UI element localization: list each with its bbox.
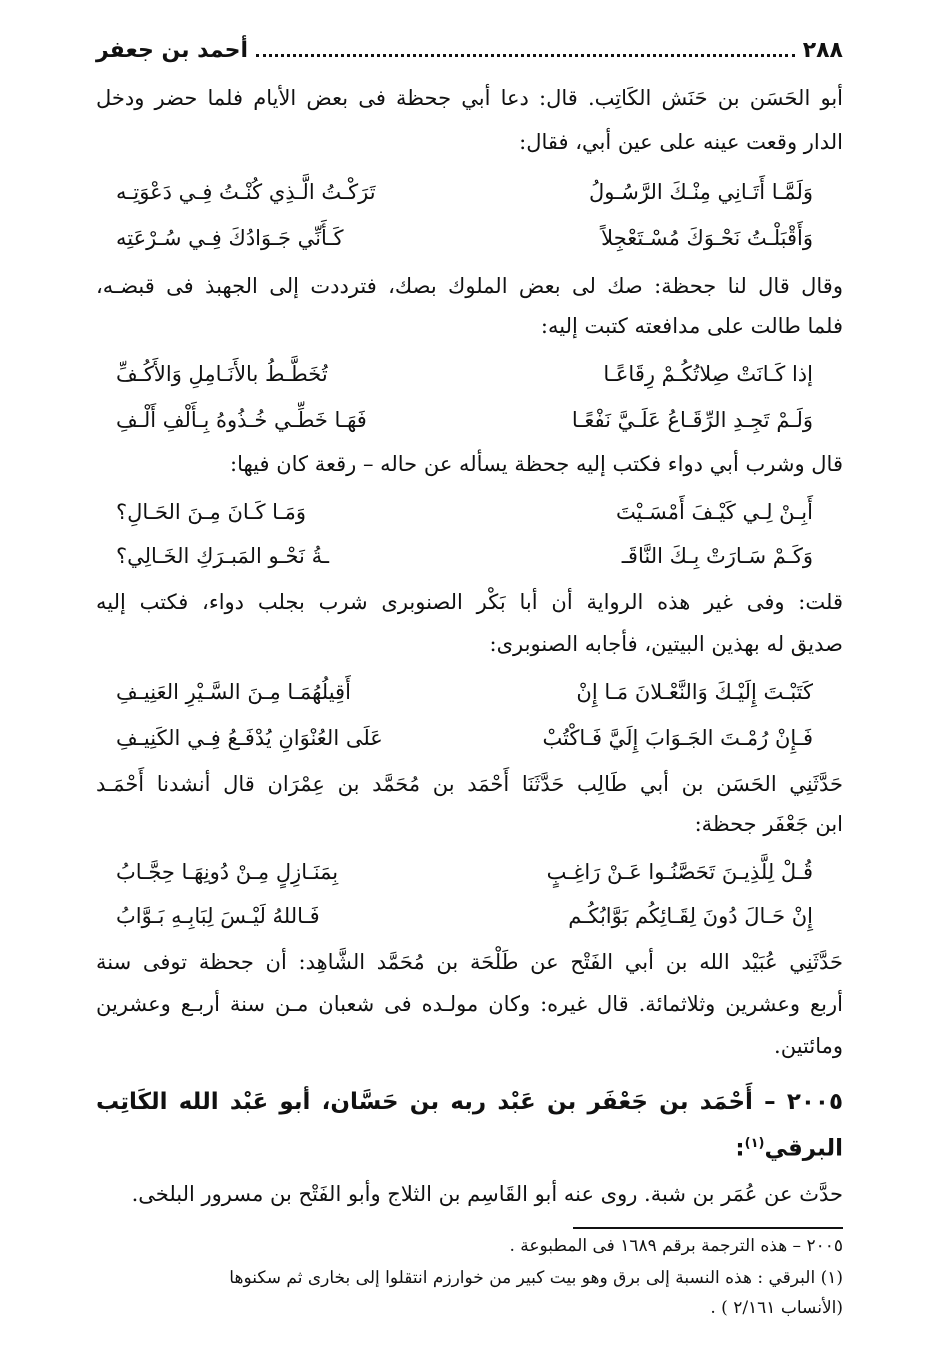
entry-heading-continued: [96, 1124, 843, 1169]
verse-line: [116, 896, 813, 936]
entry-text: حدَّث عن عُمَر بن شبة. روى عنه أبو القَاسِم بن الثلاج وأبو الفَتْح بن مسرور البلخى.: [131, 1182, 843, 1206]
text-line: ابن جَعْفَر جحظة:: [694, 812, 843, 836]
verse-hemistich-second: عَلَى العُنْوَانِ يُدْفَـعُ فِـي الكَنِيـفِ: [116, 726, 383, 750]
page-header: [96, 30, 843, 70]
footnote-marker: (١): [744, 1136, 765, 1151]
text-line: الدار وقعت عينه على عين أبي، فقال:: [519, 130, 843, 154]
verse-hemistich-first: قُـلْ لِلَّذِيـنَ تَحَصَّنُـوا عَـنْ رَاغِـبٍ: [546, 860, 813, 884]
verse-hemistich-second: كَـأَنِّي جَـوَادُكَ فِـي سُـرْعَتِه: [116, 226, 344, 250]
verse-hemistich-first: وَلَـمْ تَجِـدِ الرِّقَـاعُ عَلَـيَّ نَفْعًـا: [571, 408, 813, 432]
text-line: حَدَّثَنِي الحَسَن بن أبي طَالِب حَدَّثَنَا أَحْمَد بن مُحَمَّد بن عِمْرَان قال أنشدنا أَحْمَـد: [96, 772, 843, 796]
verse-hemistich-second: بِمَنَـازِلٍ مِـنْ دُونِهَـا حِجَّـابُ: [116, 860, 339, 884]
verse-hemistich-second: فَهَـا خَطِّـي خُـذُوهُ بِـأَلْفِ أَلْـفِ: [116, 408, 367, 432]
text-line: صديق له بهذين البيتين، فأجابه الصنوبرى:: [489, 632, 843, 656]
entry-heading-colon: :: [735, 1135, 745, 1162]
entry-heading-nisba: البرقي: [764, 1135, 843, 1162]
text-line: قلت: وفى غير هذه الرواية أن أبا بَكْر الصنوبرى شرب بجلب دواء، فكتب إليه: [96, 590, 843, 614]
text-line: وقال قال لنا جحظة: صك لى بعض الملوك بصك، فترددت إلى الجهبذ فى قبضـه،: [96, 274, 843, 298]
footnote: (الأنساب ٢/١٦١ ) .: [710, 1298, 843, 1318]
entry-heading: ٢٠٠٥ – أَحْمَد بن جَعْفَر بن عَبْد ربه بن حَسَّان، أبو عَبْد الله الكَاتِب: [96, 1089, 843, 1115]
verse-line: [116, 492, 813, 532]
verse-line: [116, 718, 813, 758]
verse-hemistich-first: إِنْ حَـالَ دُونَ لِقَـائِكُم بَوَّابُكُـم: [568, 904, 813, 928]
text-line: فلما طالت على مدافعته كتبت إليه:: [540, 314, 843, 338]
text-line: أربع وعشرين وثلاثمائة. قال غيره: وكان مولـده فى شعبان مـن سنة أربـع وعشرين: [96, 992, 843, 1016]
verse-line: [116, 536, 813, 576]
verse-line: [116, 354, 813, 394]
verse-line: [116, 852, 813, 892]
footnote: ٢٠٠٥ – هذه الترجمة برقم ١٦٨٩ فى المطبوعة .: [509, 1236, 843, 1256]
verse-line: [116, 218, 813, 258]
verse-hemistich-first: وَلَمَّـا أَتَـانِي مِنْـكَ الرَّسُـولُ: [589, 180, 813, 204]
footnote-separator: [573, 1227, 843, 1229]
footnote: (١) البرقي : هذه النسبة إلى برق وهو بيت كبير من خوارزم انتقلوا إلى بخارى ثم سكنوها: [229, 1268, 843, 1288]
verse-hemistich-second: ـةُ نَحْـو المَبـرَكِ الخَـالِي؟: [116, 544, 329, 568]
text-line: ومائتين.: [774, 1034, 843, 1058]
verse-hemistich-first: فَـإِنْ رُمْـتَ الجَـوَابَ إِلَيَّ فَـاكْتُبْ: [542, 726, 813, 750]
running-title: أحمد بن جعفر: [96, 37, 249, 63]
verse-hemistich-first: إذا كَـانَتْ صِلاتُكُـمْ رِقَاعًـا: [603, 362, 813, 386]
verse-hemistich-second: فَـاللهُ لَيْـسَ لِبَابِـهِ بَـوَّابُ: [116, 904, 320, 928]
page-number: ٢٨٨: [802, 37, 843, 63]
verse-line: [116, 400, 813, 440]
verse-line: [116, 672, 813, 712]
header-leader-dots: [256, 54, 795, 57]
verse-hemistich-second: وَمَـا كَـانَ مِـنَ الحَـالِ؟: [116, 500, 307, 524]
verse-hemistich-first: وَكَـمْ سَـارَتْ بِـكَ النَّاقَـ: [621, 544, 813, 568]
verse-hemistich-second: تَرَكْـتُ الَّـذِي كُنْـتُ فِـي دَعْوَتِـه: [116, 180, 376, 204]
verse-hemistich-first: أَبِـنْ لِـي كَيْـفَ أَمْسَـيْتَ: [615, 500, 813, 524]
verse-hemistich-first: وَأَقْبَلْـتُ نَحْـوَكَ مُسْـتَعْجِلاً: [601, 226, 813, 250]
text-line: أبو الحَسَن بن حَنَش الكَاتِب. قال: دعا أبي جحظة فى بعض الأيام فلما حضر ودخل: [96, 86, 843, 110]
verse-hemistich-second: أَقِيلُهُمَـا مِـنَ السَّـيْرِ العَنِيـفِ: [116, 680, 351, 704]
text-line: حَدَّثَنِي عُبَيْد الله بن أبي الفَتْح عن طَلْحَة بن مُحَمَّد الشَّاهِد: أن جحظة توفى سنة: [96, 950, 843, 974]
text-line: قال وشرب أبي دواء فكتب إليه جحظة يسأله عن حاله – رقعة كان فيها:: [230, 452, 843, 476]
verse-line: [116, 172, 813, 212]
verse-hemistich-first: كَتَبْـتَ إِلَيْـكَ وَالنَّعْـلانَ مَـا إِنْ: [576, 680, 813, 704]
verse-hemistich-second: تُخَطَّـطُ بالأَنَـامِلِ وَالأَكُـفِّ: [116, 362, 328, 386]
